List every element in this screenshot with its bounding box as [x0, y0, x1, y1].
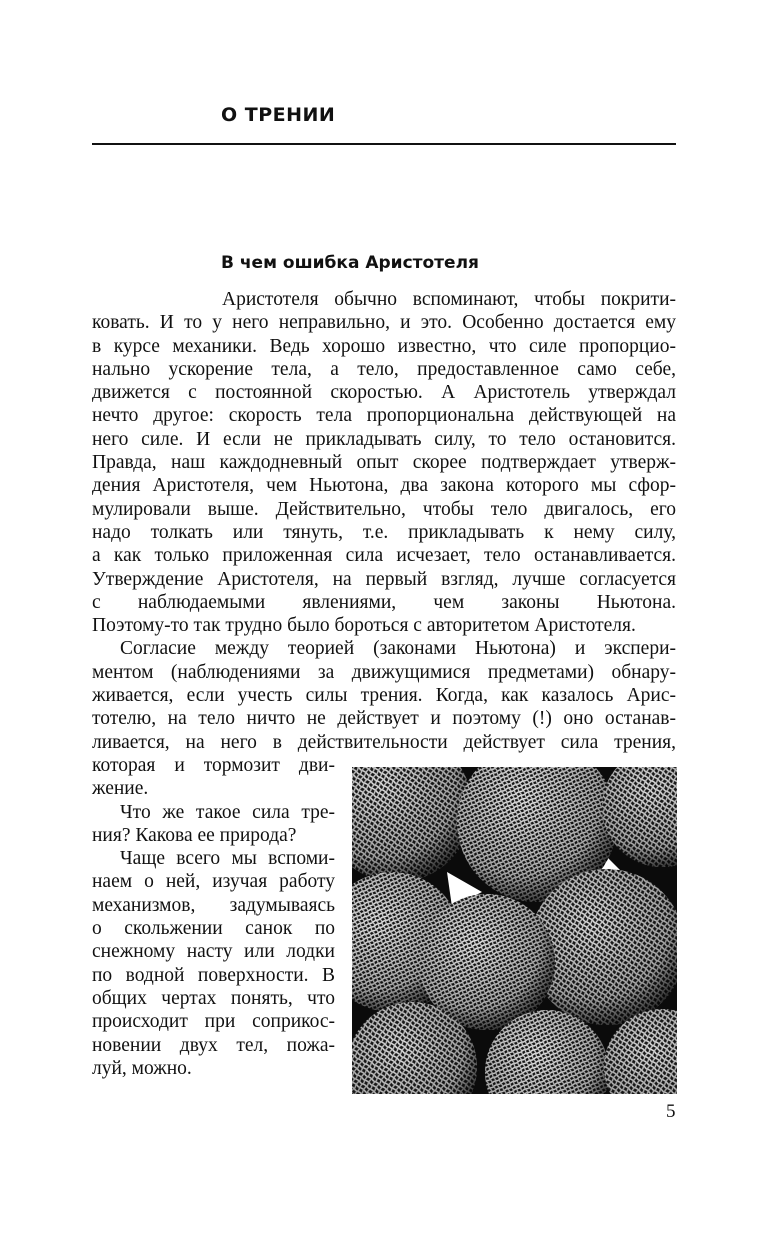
illustration-svg — [352, 767, 677, 1094]
text-line: Что же такое сила тре- — [120, 801, 335, 823]
text-line: по водной поверхности. В — [92, 964, 335, 986]
text-line: тотелю, на тело ничто не действует и поэтому (!) оно останав- — [92, 708, 676, 730]
text-line: Поэтому-то так трудно было бороться с авторитетом Аристотеля. — [92, 615, 636, 637]
text-line: нально ускорение тела, а тело, предоставленное само себе, — [92, 358, 676, 380]
text-line: новении двух тел, пожа- — [92, 1034, 335, 1056]
text-line: Согласие между теорией (законами Ньютона) и экспери- — [120, 638, 676, 660]
text-line: мулировали выше. Действительно, чтобы тело двигалось, его — [92, 498, 676, 520]
text-line: Утверждение Аристотеля, на первый взгляд, лучше согласуется — [92, 568, 676, 590]
text-line: Чаще всего мы вспоми- — [120, 848, 335, 870]
text-line: ливается, на него в действительности действует сила трения, — [92, 731, 676, 753]
text-line: общих чертах понять, что — [92, 987, 335, 1009]
text-line: дения Аристотеля, чем Ньютона, два закона которого мы сфор- — [92, 475, 676, 497]
text-line: происходит при соприкос- — [92, 1011, 335, 1033]
text-line: ния? Какова ее природа? — [92, 824, 297, 846]
text-line: ковать. И то у него неправильно, и это. Особенно достается ему — [92, 312, 676, 334]
text-line: нечто другое: скорость тела пропорциональна действующей на — [92, 405, 676, 427]
text-line: него силе. И если не прикладывать силу, то тело остановится. — [92, 428, 676, 450]
body-text-top — [92, 288, 676, 754]
text-line: снежному насту или лодки — [92, 941, 335, 963]
text-line: Аристотеля обычно вспоминают, чтобы покрити- — [222, 289, 676, 310]
text-line: Правда, наш каждодневный опыт скорее подтверждает утверж- — [92, 452, 676, 474]
text-line: а как только приложенная сила исчезает, тело останавливается. — [92, 545, 676, 567]
text-line: луй, можно. — [92, 1057, 192, 1079]
body-text-left-column — [92, 754, 335, 1080]
text-line: жение. — [92, 778, 149, 800]
text-line: движется с постоянной скоростью. А Аристотель утверждал — [92, 382, 676, 404]
woven-spheres-illustration — [352, 767, 677, 1094]
text-line: наем о ней, изучая работу — [92, 871, 335, 893]
text-line: надо толкать или тянуть, т.е. прикладывать к нему силу, — [92, 521, 676, 543]
text-line: о скольжении санок по — [92, 918, 335, 940]
section-title: В чем ошибка Аристотеля — [221, 253, 479, 273]
text-line: с наблюдаемыми явлениями, чем законы Ньютона. — [92, 591, 676, 613]
text-line: ментом (наблюдениями за движущимися предметами) обнару- — [92, 661, 676, 683]
text-line: механизмов, задумываясь — [92, 894, 335, 916]
header-rule — [92, 143, 676, 145]
text-line: живается, если учесть силы трения. Когда, как казалось Арис- — [92, 685, 676, 707]
chapter-title: О ТРЕНИИ — [221, 104, 336, 126]
text-line: которая и тормозит дви- — [92, 755, 335, 776]
page-number: 5 — [666, 1101, 676, 1122]
text-line: в курсе механики. Ведь хорошо известно, что силе пропорцио- — [92, 335, 676, 357]
